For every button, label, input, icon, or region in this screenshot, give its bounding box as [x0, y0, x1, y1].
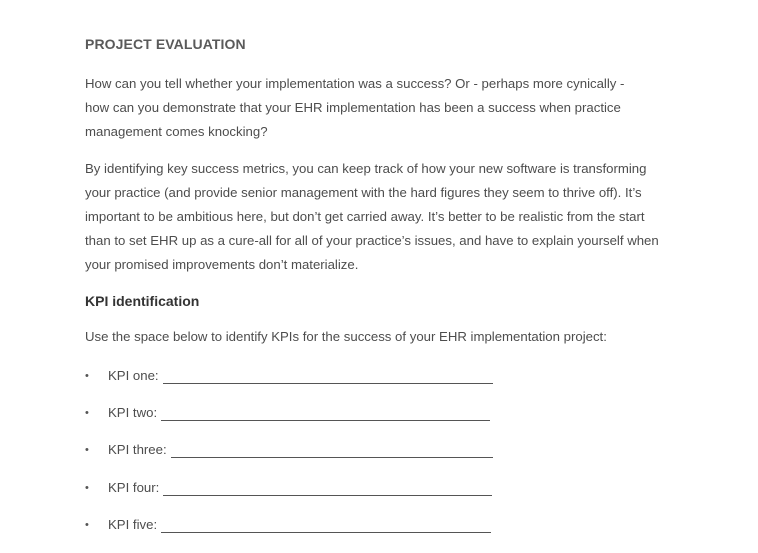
bullet-icon: • [85, 481, 89, 494]
paragraph-line: your promised improvements don’t materialize. [85, 257, 359, 272]
bullet-icon: • [85, 407, 89, 420]
section-title: PROJECT EVALUATION [85, 36, 246, 52]
kpi-item-two [85, 403, 493, 440]
kpi-item-four [85, 478, 493, 515]
kpi-two-answer-line[interactable] [161, 406, 490, 421]
kpi-list [85, 366, 493, 552]
paragraph-line: than to set EHR up as a cure-all for all of your practice’s issues, and have to explain yourself when [85, 233, 659, 248]
bullet-icon: • [85, 518, 89, 531]
paragraph-line: important to be ambitious here, but don’t get carried away. It’s better to be realistic from the start [85, 209, 645, 224]
kpi-item-five [85, 515, 493, 552]
kpi-four-answer-line[interactable] [163, 481, 492, 496]
paragraph-success-question [85, 72, 624, 144]
kpi-intro: Use the space below to identify KPIs for the success of your EHR implementation project: [85, 329, 607, 344]
kpi-item-one [85, 366, 493, 403]
kpi-label: KPI four: [108, 479, 160, 495]
paragraph-line: management comes knocking? [85, 124, 268, 139]
kpi-label: KPI one: [108, 368, 159, 383]
kpi-five-answer-line[interactable] [161, 518, 491, 533]
paragraph-line: your practice (and provide senior management with the hard figures they seem to thrive off). It’s [85, 185, 642, 200]
kpi-label: KPI three: [108, 442, 167, 458]
kpi-three-answer-line[interactable] [171, 443, 493, 458]
paragraph-line: By identifying key success metrics, you can keep track of how your new software is transforming [85, 161, 647, 176]
bullet-icon: • [85, 370, 89, 382]
kpi-label: KPI two: [108, 405, 158, 421]
kpi-item-three [85, 440, 493, 477]
kpi-one-answer-line[interactable] [163, 369, 493, 384]
bullet-icon: • [85, 444, 89, 457]
paragraph-success-metrics [85, 157, 659, 277]
kpi-heading: KPI identification [85, 293, 200, 309]
kpi-label: KPI five: [108, 516, 158, 532]
paragraph-line: How can you tell whether your implementation was a success? Or - perhaps more cynically - [85, 76, 625, 91]
paragraph-line: how can you demonstrate that your EHR implementation has been a success when practice [85, 100, 621, 115]
